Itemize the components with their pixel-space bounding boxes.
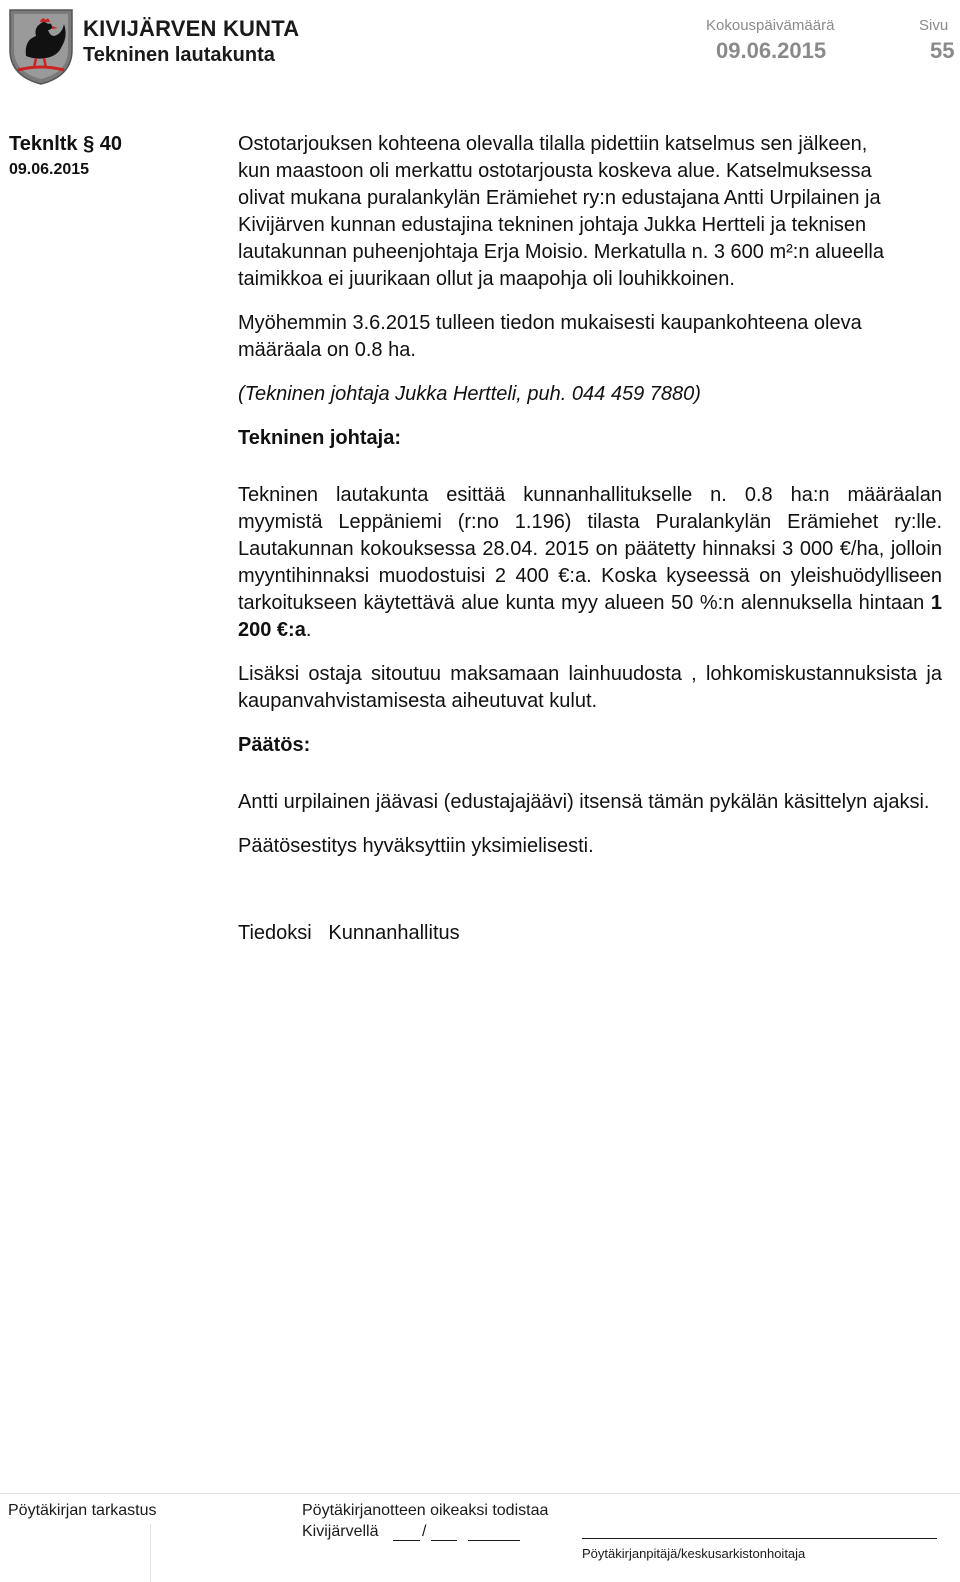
proposal-text: Tekninen lautakunta esittää kunnanhallitukselle n. 0.8 ha:n määräalan myymistä Leppäniemi (r:no 1.196) tilasta Puralankylän Erämiehet ry:lle. Lautakunnan kokouksessa 28.04. 2015 on päätetty hinnaksi 3 000 €/ha, jolloin myyntihinnaksi muodostuisi 2 400 €:a. Koska kyseessä on yleishuödylliseen tarkoitukseen käytettävä alue kunta myy alueen 50 %:n alennuksella hintaan — [238, 484, 942, 614]
decision-paragraph: Antti urpilainen jäävasi (edustajajäävi) itsensä tämän pykälän käsittelyn ajaksi. — [238, 791, 930, 813]
board-name: Tekninen lautakunta — [83, 44, 275, 66]
later-paragraph: Myöhemmin 3.6.2015 tulleen tiedon mukaisesti kaupankohteena oleva määräala on 0.8 ha. — [238, 312, 862, 361]
approval-line: Päätösestitys hyväksyttiin yksimielisesti. — [238, 835, 594, 857]
proposal-end: . — [305, 619, 312, 641]
page-label: Sivu — [919, 17, 949, 34]
footer — [0, 1493, 960, 1582]
intro-paragraph: Ostotarjouksen kohteena olevalla tilalla pidettiin katselmus sen jälkeen, kun maastoon oli merkattu ostotarjousta koskeva alue. Katselmuksessa olivat mukana puralankylän Erämiehet ry:n edustajana Antti Urpilainen ja Kivijärven kunnan edustajina tekninen johtaja Jukka Hertteli ja teknisen lautakunnan puheenjohtaja Erja Moisio. Merkatulla n. 3 600 m²:n alueella taimikkoa ei juurikaan ollut ja maapohja oli louhikkoinen. — [238, 133, 884, 290]
proposal-paragraph — [238, 482, 942, 644]
rooster-crest-icon — [6, 6, 76, 86]
contact-line: (Tekninen johtaja Jukka Hertteli, puh. 044 459 7880) — [238, 383, 701, 405]
footer-divider — [150, 1524, 151, 1582]
section-date: 09.06.2015 — [9, 161, 90, 178]
place-label: Kivijärvellä — [302, 1523, 379, 1540]
day-line — [393, 1540, 420, 1541]
page-number: 55 — [930, 38, 955, 63]
notify-line — [238, 920, 942, 947]
proposal-price: 1 200 €:a — [238, 592, 942, 641]
organization-name: KIVIJÄRVEN KUNTA — [83, 16, 300, 41]
proposal-heading: Tekninen johtaja: — [238, 427, 401, 449]
date-separator: / — [422, 1523, 427, 1540]
minutes-body — [238, 131, 942, 947]
section-id: Teknltk § 40 — [9, 133, 123, 155]
notify-target: Kunnanhallitus — [328, 922, 460, 944]
year-line — [468, 1540, 520, 1541]
decision-heading: Päätös: — [238, 734, 311, 756]
review-label: Pöytäkirjan tarkastus — [8, 1502, 157, 1519]
meeting-date-label: Kokouspäivämäärä — [706, 17, 835, 34]
meeting-date: 09.06.2015 — [716, 38, 827, 63]
additional-paragraph: Lisäksi ostaja sitoutuu maksamaan lainhuudosta , lohkomiskustannuksista ja kaupanvahvistamisesta aiheutuvat kulut. — [238, 663, 942, 712]
month-line — [431, 1540, 457, 1541]
signature-line — [582, 1538, 937, 1539]
notify-label: Tiedoksi — [238, 922, 312, 944]
certify-label: Pöytäkirjanotteen oikeaksi todistaa — [302, 1502, 549, 1519]
signer-role: Pöytäkirjanpitäjä/keskusarkistonhoitaja — [582, 1546, 806, 1561]
